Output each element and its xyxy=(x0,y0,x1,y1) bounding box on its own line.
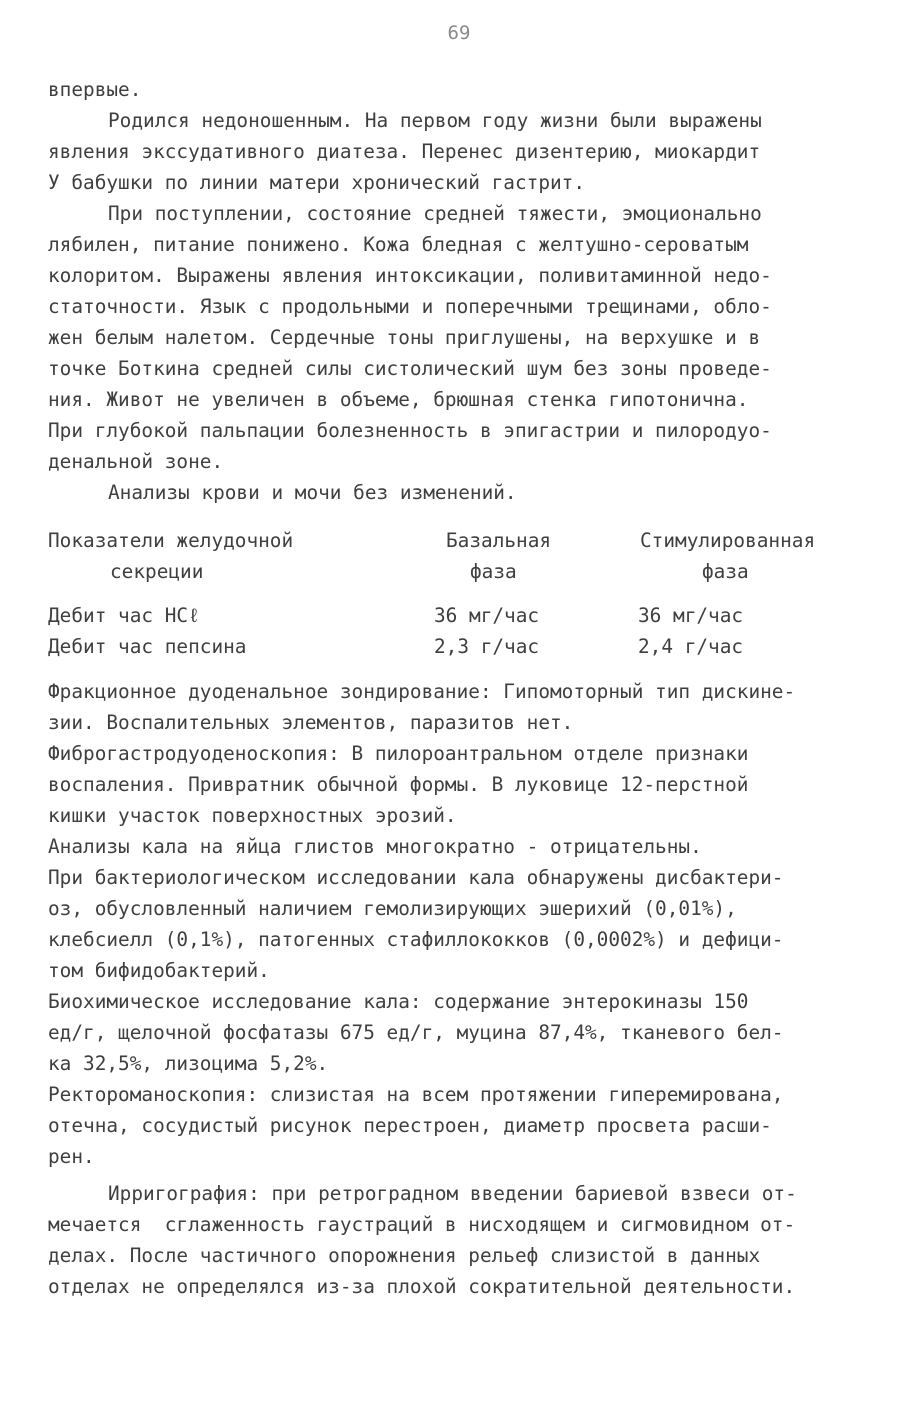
text-line: Родился недоношенным. На первом году жизни были выражены xyxy=(108,109,762,132)
text-line: делах. После частичного опорожнения рельеф слизистой в данных xyxy=(48,1244,761,1267)
table-row-name: Дебит час пепсина xyxy=(48,635,247,658)
text-line: лябилен, питание понижено. Кожа бледная с желтушно-сероватым xyxy=(48,233,749,256)
text-line: У бабушки по линии матери хронический гастрит. xyxy=(48,171,586,194)
text-line: зии. Воспалительных элементов, паразитов нет. xyxy=(48,711,574,734)
table-header-indicator: Показатели желудочной xyxy=(48,529,294,552)
text-line: Анализы крови и мочи без изменений. xyxy=(108,481,517,504)
text-line: ния. Живот не увеличен в объеме, брюшная стенка гипотонична. xyxy=(48,388,749,411)
table-header-stimulated: Стимулированная xyxy=(640,529,816,552)
table-header-stimulated: фаза xyxy=(702,560,749,583)
text-line: ка 32,5%, лизоцима 5,2%. xyxy=(48,1052,329,1075)
table-cell-stimulated: 2,4 г/час xyxy=(638,635,744,658)
table-row-name: Дебит час HCℓ xyxy=(48,604,200,627)
text-line: том бифидобактерий. xyxy=(48,959,270,982)
table-header-indicator: секреции xyxy=(110,560,204,583)
text-line: колоритом. Выражены явления интоксикации, поливитаминной недо- xyxy=(48,264,772,287)
text-line: воспаления. Привратник обычной формы. В луковице 12-перстной xyxy=(48,773,749,796)
text-line: отделах не определялся из-за плохой сократительной деятельности. xyxy=(48,1275,796,1298)
text-line: Биохимическое исследование кала: содержание энтерокиназы 150 xyxy=(48,990,749,1013)
table-cell-basal: 36 мг/час xyxy=(434,604,540,627)
table-header-basal: фаза xyxy=(470,560,517,583)
text-line: рен. xyxy=(48,1145,95,1168)
text-line: ед/г, щелочной фосфатазы 675 ед/г, муцина 87,4%, тканевого бел- xyxy=(48,1021,784,1044)
text-line: При поступлении, состояние средней тяжести, эмоционально xyxy=(108,202,762,225)
text-line: точке Боткина средней силы систолический шум без зоны проведе- xyxy=(48,357,772,380)
text-line: жен белым налетом. Сердечные тоны приглушены, на верхушке и в xyxy=(48,326,761,349)
text-line: При бактериологическом исследовании кала обнаружены дисбактери- xyxy=(48,866,784,889)
text-line: оз, обусловленный наличием гемолизирующих эшерихий (0,01%), xyxy=(48,897,737,920)
text-line: денальной зоне. xyxy=(48,450,224,473)
text-line: При глубокой пальпации болезненность в эпигастрии и пилородуо- xyxy=(48,419,772,442)
text-line: клебсиелл (0,1%), патогенных стафиллококков (0,0002%) и дефици- xyxy=(48,928,784,951)
text-line: мечается сглаженность гаустраций в нисходящем и сигмовидном от- xyxy=(48,1213,796,1236)
text-line: явления экссудативного диатеза. Перенес дизентерию, миокардит xyxy=(48,140,761,163)
text-line: Фракционное дуоденальное зондирование: Гипомоторный тип дискине- xyxy=(48,680,796,703)
text-line: статочности. Язык с продольными и поперечными трещинами, обло- xyxy=(48,295,772,318)
text-line: Ректороманоскопия: слизистая на всем протяжении гиперемирована, xyxy=(48,1083,784,1106)
page-number: 69 xyxy=(447,22,471,44)
table-cell-stimulated: 36 мг/час xyxy=(638,604,744,627)
text-line: Ирригография: при ретроградном введении бариевой взвеси от- xyxy=(108,1182,797,1205)
text-line: отечна, сосудистый рисунок перестроен, диаметр просвета расши- xyxy=(48,1114,772,1137)
table-header-basal: Базальная xyxy=(446,529,552,552)
text-line: впервые. xyxy=(48,78,142,101)
text-line: Анализы кала на яйца глистов многократно - отрицательны. xyxy=(48,835,702,858)
text-line: кишки участок поверхностных эрозий. xyxy=(48,804,457,827)
table-cell-basal: 2,3 г/час xyxy=(434,635,540,658)
text-line: Фиброгастродуоденоскопия: В пилороантральном отделе признаки xyxy=(48,742,749,765)
